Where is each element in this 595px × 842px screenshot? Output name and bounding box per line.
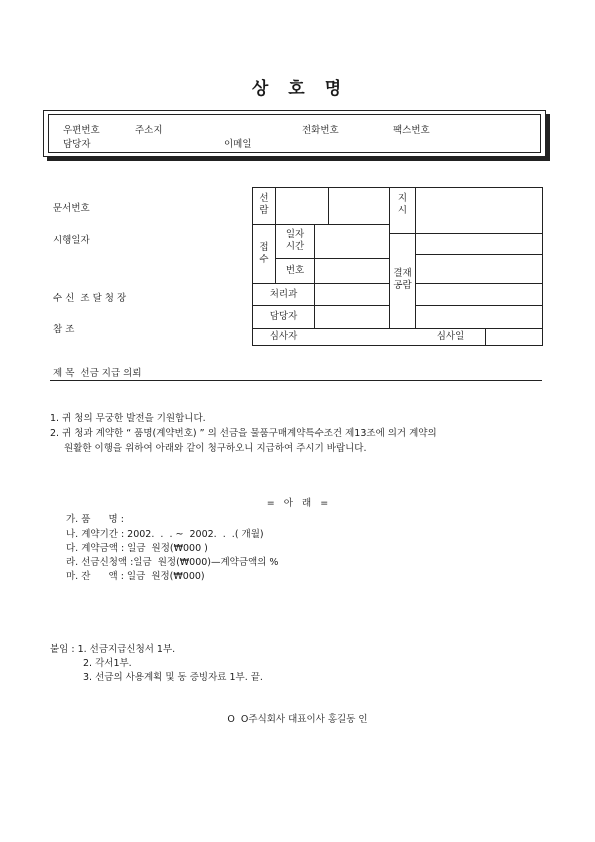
date-time-label: 일자 시간 xyxy=(285,229,305,252)
notice-header: = 아 래 = xyxy=(266,498,329,509)
person-in-charge-label: 담당자 xyxy=(269,311,298,322)
title-char: 상 xyxy=(251,79,271,99)
sender-info-inner xyxy=(48,114,541,153)
item-contract-period: 나. 계약기간 : 2002. . . ~ 2002. . .( 개월) xyxy=(66,529,264,540)
title-char: 명 xyxy=(324,79,344,99)
approval-grid xyxy=(252,187,543,346)
seonram-label: 선 람 xyxy=(259,193,269,216)
attachment-3: 3. 선금의 사용계획 및 동 증빙자료 1부. 끝. xyxy=(83,672,263,683)
item-contract-amount: 다. 계약금액 : 일금 원정(₩000 ) xyxy=(66,543,208,554)
review-date-label: 심사일 xyxy=(436,331,465,342)
page-title xyxy=(0,74,595,99)
paragraph-1: 1. 귀 청의 무궁한 발전을 기원합니다. xyxy=(50,413,206,424)
reviewer-label: 심사자 xyxy=(269,331,298,342)
signature-line: O O주식회사 대표이사 홍길동 인 xyxy=(227,714,368,725)
jeopsu-label: 접 수 xyxy=(259,242,269,265)
item-product-name: 가. 품 명 : xyxy=(66,514,124,525)
subject-line: 제 목 선금 지급 의뢰 xyxy=(53,368,142,379)
address-label: 주소지 xyxy=(135,125,163,136)
gyeoljae-label: 결재 공람 xyxy=(393,268,412,291)
recipient-label: 수 신 조 달 청 장 xyxy=(53,293,127,304)
item-advance-request: 라. 선금신청액 :일금 원정(₩000)—계약금액의 % xyxy=(66,557,279,568)
postal-code-label: 우편번호 xyxy=(63,125,100,136)
subject-divider xyxy=(50,380,542,381)
paragraph-2-line-2: 원활한 이행을 위하여 아래와 같이 청구하오니 지급하여 주시기 바랍니다. xyxy=(64,443,367,454)
paragraph-2-line-1: 2. 귀 청과 계약한 “ 품명(계약번호) ” 의 선금을 물품구매계약특수조건 제13조에 의거 계약의 xyxy=(50,428,437,439)
reference-label: 참 조 xyxy=(53,324,75,335)
issue-date-label: 시행일자 xyxy=(53,235,90,246)
processing-dept-label: 처리과 xyxy=(269,289,298,300)
document-number-label: 문서번호 xyxy=(53,203,90,214)
sender-info-box xyxy=(43,110,546,157)
phone-label: 전화번호 xyxy=(302,125,339,136)
jisi-label: 지 시 xyxy=(397,193,408,216)
email-label: 이메일 xyxy=(224,139,252,150)
attachment-2: 2. 각서1부. xyxy=(83,658,132,669)
item-balance: 마. 잔 액 : 일금 원정(₩000) xyxy=(66,571,205,582)
manager-label: 담당자 xyxy=(63,139,91,150)
fax-label: 팩스번호 xyxy=(393,125,430,136)
number-label: 번호 xyxy=(285,265,305,276)
title-char: 호 xyxy=(288,79,307,99)
attachment-1: 붙임 : 1. 선금지급신청서 1부. xyxy=(50,644,176,655)
